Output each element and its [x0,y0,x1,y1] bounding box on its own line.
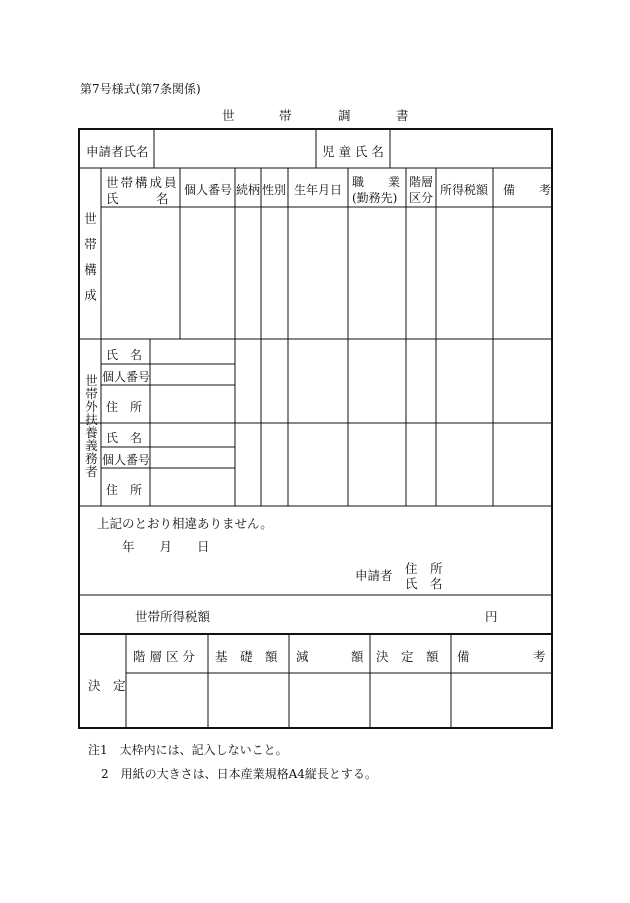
title-char-2: 帯 [279,108,292,123]
outside1-address-label: 住 所 [106,400,143,414]
outside1-personal-number-label: 個人番号 [102,370,151,384]
decision-col-reduction-right: 額 [351,649,364,664]
decision-col-tier: 階 層 区 分 [133,649,195,664]
note-2: 2 用紙の大きさは、日本産業規格A4縦長とする。 [101,767,377,781]
col-tier-line1: 階層 [409,175,434,189]
col-sex: 性別 [262,183,287,197]
col-member-name-line2: 氏 名 [106,191,169,206]
decision-col-decided: 決 定 額 [376,649,439,664]
outside1-name-label: 氏 名 [106,348,143,362]
col-member-name-line1: 世帯構成員 [106,175,179,190]
decision-col-base: 基 礎 額 [215,649,278,664]
decision-col-reduction-left: 減 [296,649,309,664]
title-char-1: 世 [222,108,235,123]
col-personal-number: 個人番号 [184,183,233,197]
col-remarks: 備 考 [503,183,552,197]
applicant-name-label: 申請者氏名 [86,144,149,159]
form-number: 第7号様式(第7条関係) [80,82,201,96]
total-tax-unit: 円 [485,609,498,624]
applicant-address-label: 住 所 [405,561,443,576]
decision-col-remarks-left: 備 [457,649,470,664]
col-occupation-line2: (勤務先) [352,191,398,205]
note-1: 注1 太枠内には、記入しないこと。 [88,743,288,757]
col-income-tax: 所得税額 [440,183,489,197]
outside2-personal-number-label: 個人番号 [102,453,151,467]
title-char-4: 書 [396,108,409,123]
outside-section-label: 世帯外扶養義務者 [83,374,99,478]
applicant-label: 申請者 [355,568,393,583]
outside2-name-label: 氏 名 [106,431,143,445]
declaration-date: 年 月 日 [122,539,210,554]
child-name-label: 児 童 氏 名 [322,144,384,159]
col-birth-date: 生年月日 [294,183,343,197]
total-tax-label: 世帯所得税額 [135,609,211,624]
household-section-label: 世帯構成 [82,212,98,314]
col-relationship: 続柄 [236,183,261,197]
col-occupation-line1: 職 業 [352,175,401,189]
applicant-name-label-2: 氏 名 [405,576,443,591]
col-tier-line2: 区分 [409,191,434,205]
decision-col-remarks-right: 考 [533,649,546,664]
declaration-statement: 上記のとおり相違ありません。 [97,516,273,531]
title-char-3: 調 [338,108,351,123]
decision-label: 決 定 [88,678,126,693]
outside2-address-label: 住 所 [106,483,143,497]
